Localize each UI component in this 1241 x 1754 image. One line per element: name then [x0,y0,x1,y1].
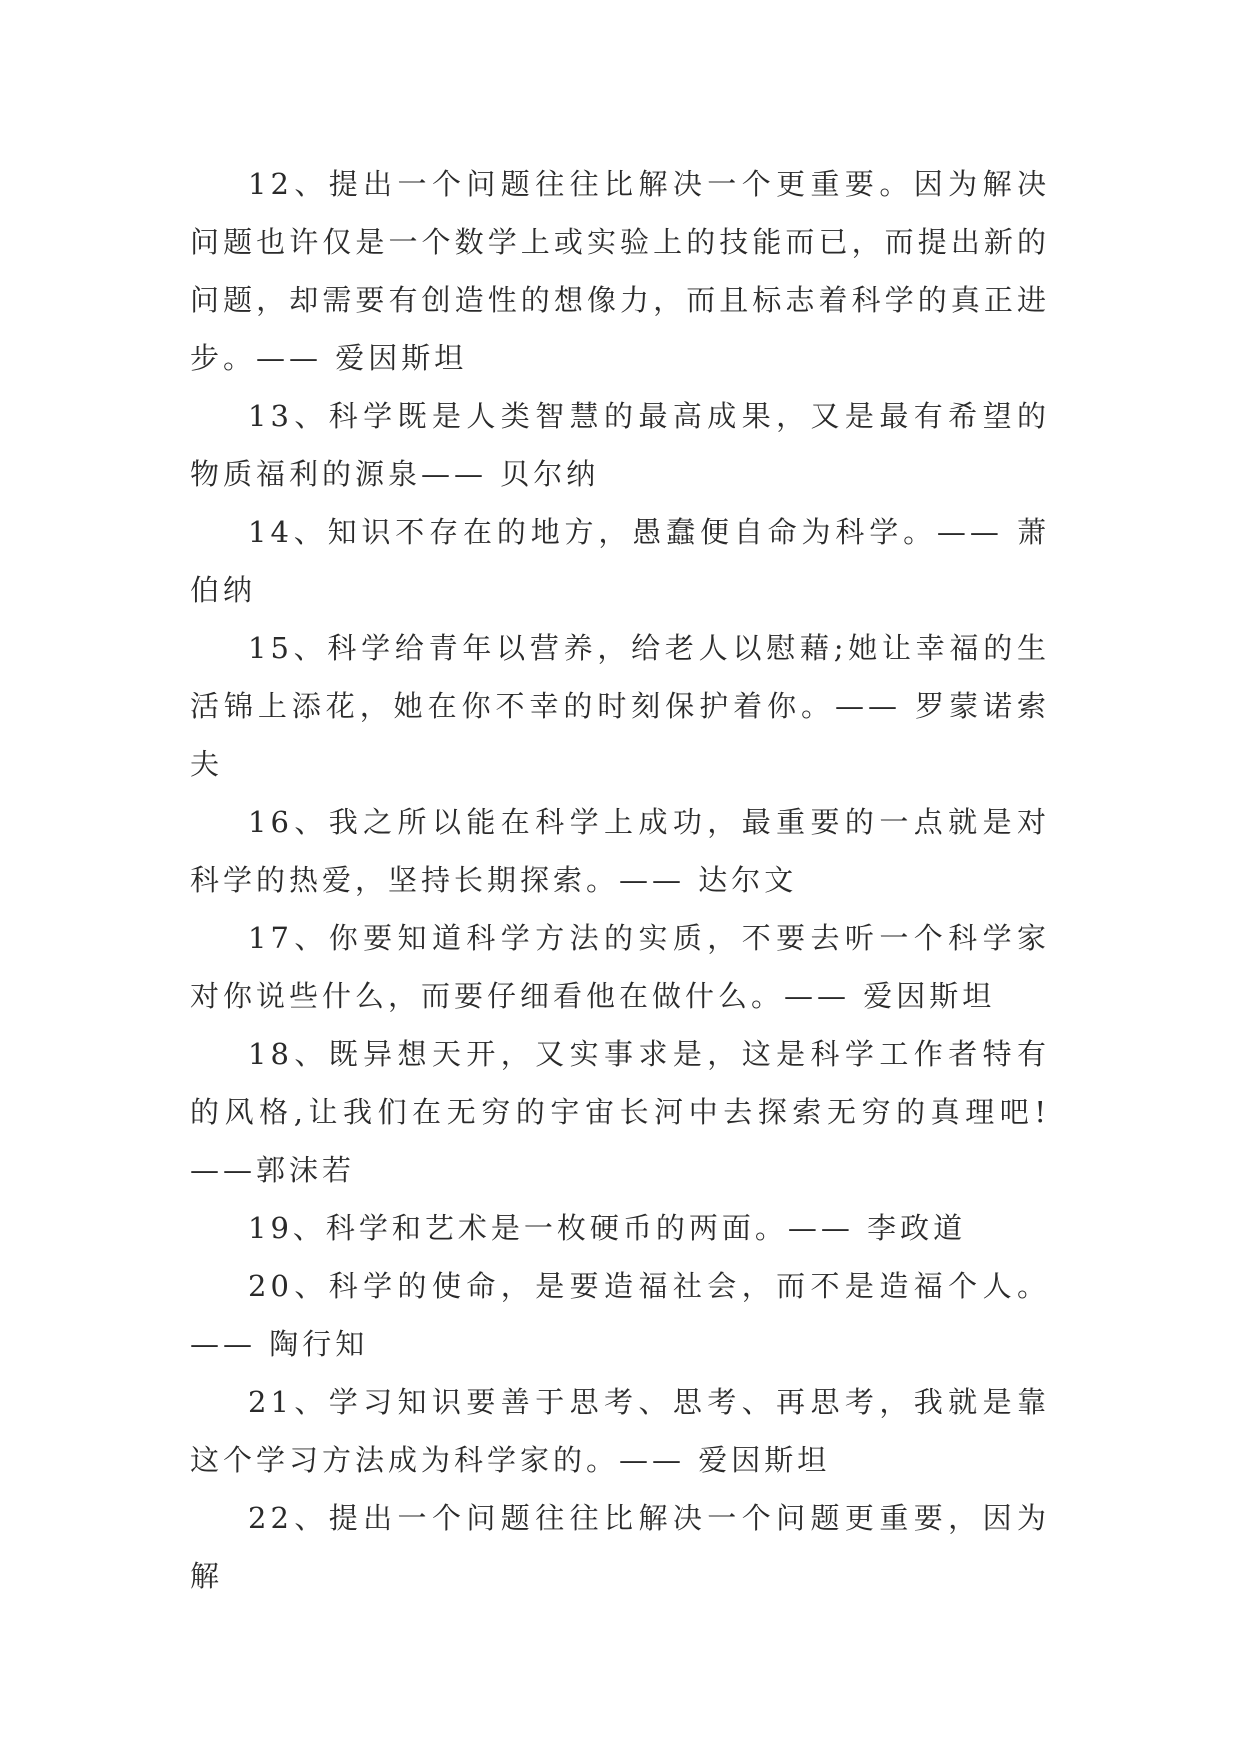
quote-paragraph-17: 17、你要知道科学方法的实质，不要去听一个科学家对你说些什么，而要仔细看他在做什么。—— 爱因斯坦 [190,921,1050,1013]
quote-paragraph-19: 19、科学和艺术是一枚硬币的两面。—— 李政道 [248,1211,967,1245]
quote-paragraph-14: 14、知识不存在的地方，愚蠢便自命为科学。—— 萧伯纳 [190,515,1050,607]
quote-paragraph-20: 20、科学的使命，是要造福社会，而不是造福个人。—— 陶行知 [190,1269,1050,1361]
quote-list [190,155,1050,1605]
quote-paragraph-22: 22、提出一个问题往往比解决一个问题更重要，因为解 [190,1501,1050,1593]
quote-paragraph-16: 16、我之所以能在科学上成功，最重要的一点就是对科学的热爱，坚持长期探索。—— 达尔文 [190,805,1050,897]
quote-paragraph-15: 15、科学给青年以营养，给老人以慰藉;她让幸福的生活锦上添花，她在你不幸的时刻保护着你。—— 罗蒙诺索夫 [190,631,1050,781]
quote-paragraph-12: 12、提出一个问题往往比解决一个更重要。因为解决问题也许仅是一个数学上或实验上的技能而已，而提出新的问题，却需要有创造性的想像力，而且标志着科学的真正进步。—— 爱因斯坦 [190,167,1050,375]
quote-paragraph-13: 13、科学既是人类智慧的最高成果，又是最有希望的物质福利的源泉—— 贝尔纳 [190,399,1050,491]
quote-paragraph-18: 18、既异想天开，又实事求是，这是科学工作者特有的风格,让我们在无穷的宇宙长河中去探索无穷的真理吧!——郭沫若 [190,1037,1050,1187]
quote-paragraph-21: 21、学习知识要善于思考、思考、再思考，我就是靠这个学习方法成为科学家的。—— 爱因斯坦 [190,1385,1050,1477]
